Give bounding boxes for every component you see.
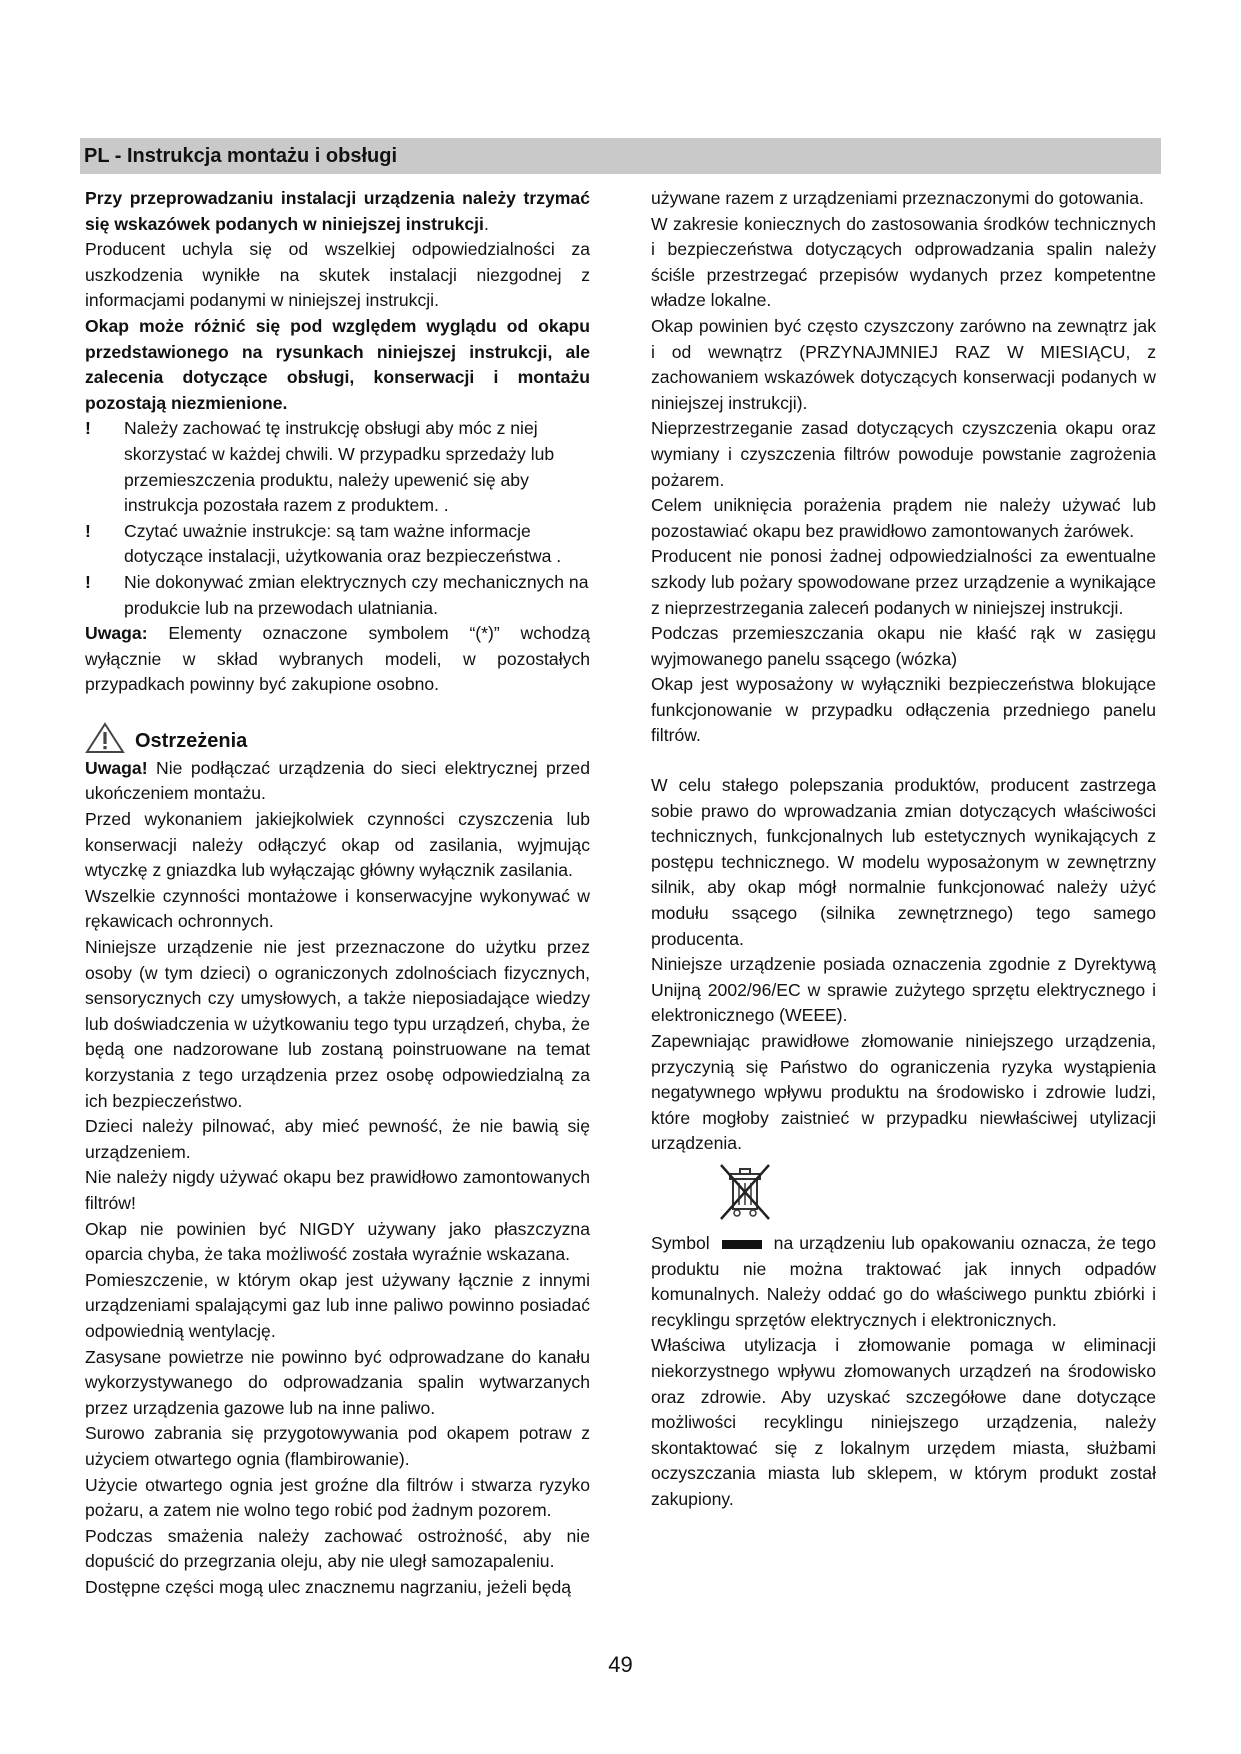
page-number: 49 xyxy=(608,1652,633,1677)
exclamation-mark: ! xyxy=(85,520,91,541)
intro-bold-paragraph: Okap może różnić się pod względem wyglądu od okapu przedstawionego na rysunkach niniejszej instrukcji, ale zalecenia dotyczące obsługi, konserwacji i montażu pozostają niezmienione. xyxy=(85,315,590,413)
intro-bold-1: Przy przeprowadzaniu instalacji urządzenia należy trzymać się wskazówek podanych w niniejszej instrukcji xyxy=(85,188,590,234)
bullet-text: Czytać uważnie instrukcje: są tam ważne informacje dotyczące instalacji, użytkowania oraz bezpieczeństwa . xyxy=(124,520,562,567)
symbol-paragraph xyxy=(651,1231,1156,1333)
section-header-bar xyxy=(80,138,1161,174)
warning-paragraph: Przed wykonaniem jakiejkolwiek czynności czyszczenia lub konserwacji należy odłączyć okap od zasilania, wyjmując wtyczkę z gniazdka lub wyłączając główny wyłącznik zasilania. xyxy=(85,809,590,881)
warning-paragraph: Surowo zabrania się przygotowywania pod okapem potraw z użyciem otwartego ognia (flambirowanie). xyxy=(85,1423,590,1469)
exclamation-mark: ! xyxy=(85,571,91,592)
bullet-item xyxy=(85,570,590,621)
bullet-text: Nie dokonywać zmian elektrycznych czy mechanicznych na produkcie lub na przewodach ulatniania. xyxy=(124,571,589,618)
symbol-word: Symbol xyxy=(651,1232,710,1253)
warning-paragraph: Dostępne części mogą ulec znacznemu nagrzaniu, jeżeli będą xyxy=(85,1576,572,1597)
warning-paragraph: Dzieci należy pilnować, aby mieć pewność, że nie bawią się urządzeniem. xyxy=(85,1116,590,1162)
left-column xyxy=(85,186,590,1600)
warning-paragraph: Użycie otwartego ognia jest groźne dla filtrów i stwarza ryzyko pożaru, a zatem nie wolno tego robić pod żadnym pozorem. xyxy=(85,1474,590,1521)
warning-paragraph: Okap nie powinien być NIGDY używany jako płaszczyzna oparcia chyba, że taka możliwość została wyraźnie wskazana. xyxy=(85,1218,590,1265)
intro-paragraph-2: Producent uchyla się od wszelkiej odpowiedzialności za uszkodzenia wynikłe na skutek instalacji niezgodnej z informacjami podanymi w niniejszej instrukcji. xyxy=(85,239,590,311)
right-column xyxy=(651,186,1156,1513)
intro-paragraph-1 xyxy=(85,186,590,237)
warning-paragraph: Niniejsze urządzenie nie jest przeznaczone do użytku przez osoby (w tym dzieci) o ograniczonych zdolnościach fizycznych, sensorycznych czy umysłowych, a także nieposiadające wiedzy lub doświadczenia w użytkowaniu tego typu urządzeń, chyba, że będą one nadzorowane lub zostaną poinstruowane na temat korzystania z tego urządzenia przez osobę odpowiedzialną za ich bezpieczeństwo. xyxy=(85,937,590,1111)
crossed-out-bin-icon xyxy=(715,1161,775,1223)
bullet-item xyxy=(85,416,590,518)
bullet-item xyxy=(85,519,590,570)
weee-symbol-area xyxy=(651,1161,1156,1231)
right-paragraph: Zapewniając prawidłowe złomowanie niniejszego urządzenia, przyczynią się Państwo do ograniczenia ryzyka wystąpienia negatywnego wpływu produktu na środowisko i zdrowie ludzi, które mogłoby zaistnieć w przypadku niewłaściwej utylizacji urządzenia. xyxy=(651,1031,1156,1154)
symbol-text: na urządzeniu lub opakowaniu oznacza, że tego produktu nie można traktować jak innych odpadów komunalnych. Należy oddać go do właściwego punktu zbiórki i recyklingu sprzętów elektrycznych i elektronicznych. xyxy=(651,1232,1156,1330)
right-paragraph: używane razem z urządzeniami przeznaczonymi do gotowania. xyxy=(651,188,1144,208)
uwaga-text: Elementy oznaczone symbolem “(*)” wchodzą wyłącznie w skład wybranych modeli, w pozostałych przypadkach powinny być zakupione osobno. xyxy=(85,623,590,695)
right-paragraph: Niniejsze urządzenie posiada oznaczenia zgodnie z Dyrektywą Unijną 2002/96/EC w sprawie zużytego sprzętu elektrycznego i elektronicznego (WEEE). xyxy=(651,954,1156,1026)
right-final-paragraph: Właściwa utylizacja i złomowanie pomaga w eliminacji niekorzystnego wpływu złomowanych urządzeń na środowisko oraz zdrowie. Aby uzyskać szczegółowe dane dotyczące możliwości recyklingu niniejszego urządzenia, należy skontaktować się z lokalnym urzędem miasta, służbami oczyszczania miasta lub sklepem, w którym produkt został zakupiony. xyxy=(651,1335,1156,1509)
right-paragraph: W celu stałego polepszania produktów, producent zastrzega sobie prawo do wprowadzania zmian dotyczących właściwości technicznych, funkcjonalnych lub estetycznych wynikających z postępu technicznego. W modelu wyposażonym w zewnętrzny silnik, aby okap mógł normalnie funkcjonować należy użyć modułu ssącego (silnika zewnętrznego) tego samego producenta. xyxy=(651,775,1156,949)
paragraph-gap xyxy=(651,749,1156,773)
right-paragraph: Okap jest wyposażony w wyłączniki bezpieczeństwa blokujące funkcjonowanie w przypadku odłączenia przedniego panelu filtrów. xyxy=(651,674,1156,746)
bullet-text: Należy zachować tę instrukcję obsługi aby móc z niej skorzystać w każdej chwili. W przypadku sprzedaży lub przemieszczenia produktu, należy upewenić się aby instrukcja pozostała razem z produktem. . xyxy=(124,418,555,516)
uwaga-warning-paragraph xyxy=(85,756,590,807)
warnings-title: Ostrzeżenia xyxy=(135,729,248,752)
warning-paragraph: Wszelkie czynności montażowe i konserwacyjne wykonywać w rękawicach ochronnych. xyxy=(85,885,590,932)
warning-triangle-icon xyxy=(85,722,125,754)
bin-underline-bar-icon xyxy=(722,1240,762,1249)
warning-paragraph: Podczas smażenia należy zachować ostrożność, aby nie dopuścić do przegrzania oleju, aby nie uległ samozapaleniu. xyxy=(85,1525,590,1572)
uwaga-label: Uwaga: xyxy=(85,623,148,644)
uwaga-warning-text: Nie podłączać urządzenia do sieci elektrycznej przed ukończeniem montażu. xyxy=(85,757,590,804)
warning-paragraph: Nie należy nigdy używać okapu bez prawidłowo zamontowanych filtrów! xyxy=(85,1167,590,1213)
warning-paragraph: Zasysane powietrze nie powinno być odprowadzane do kanału wykorzystywanego do odprowadzania spalin wytwarzanych przez urządzenia gazowe lub na inne paliwo. xyxy=(85,1346,590,1418)
uwaga-paragraph xyxy=(85,621,590,698)
right-paragraph: Okap powinien być często czyszczony zarówno na zewnątrz jak i od wewnątrz (PRZYNAJMNIEJ RAZ W MIESIĄCU, z zachowaniem wskazówek dotyczących konserwacji podanych w niniejszej instrukcji). xyxy=(651,315,1156,413)
uwaga-warning-label: Uwaga! xyxy=(85,757,148,778)
warnings-heading xyxy=(85,718,590,754)
intro-bold-1-end: . xyxy=(483,213,489,234)
warning-paragraph: Pomieszczenie, w którym okap jest używany łącznie z innymi urządzeniami spalającymi gaz lub inne paliwo powinno posiadać odpowiednią wentylację. xyxy=(85,1269,590,1341)
right-paragraph: Nieprzestrzeganie zasad dotyczących czyszczenia okapu oraz wymiany i czyszczenia filtrów powoduje powstanie zagrożenia pożarem. xyxy=(651,418,1156,490)
right-paragraph: Podczas przemieszczania okapu nie kłaść rąk w zasięgu wyjmowanego panelu ssącego (wózka) xyxy=(651,623,1156,669)
right-paragraph: W zakresie koniecznych do zastosowania środków technicznych i bezpieczeństwa dotyczących odprowadzania spalin należy ściśle przestrzegać przepisów wydanych przez kompetentne władze lokalne. xyxy=(651,213,1156,311)
exclamation-mark: ! xyxy=(85,418,91,439)
right-paragraph: Celem uniknięcia porażenia prądem nie należy używać lub pozostawiać okapu bez prawidłowo zamontowanych żarówek. xyxy=(651,495,1156,541)
section-title: PL - Instrukcja montażu i obsługi xyxy=(84,145,397,167)
right-paragraph: Producent nie ponosi żadnej odpowiedzialności za ewentualne szkody lub pożary spowodowane przez urządzenie a wynikające z nieprzestrzegania zaleceń podanych w niniejszej instrukcji. xyxy=(651,546,1156,618)
